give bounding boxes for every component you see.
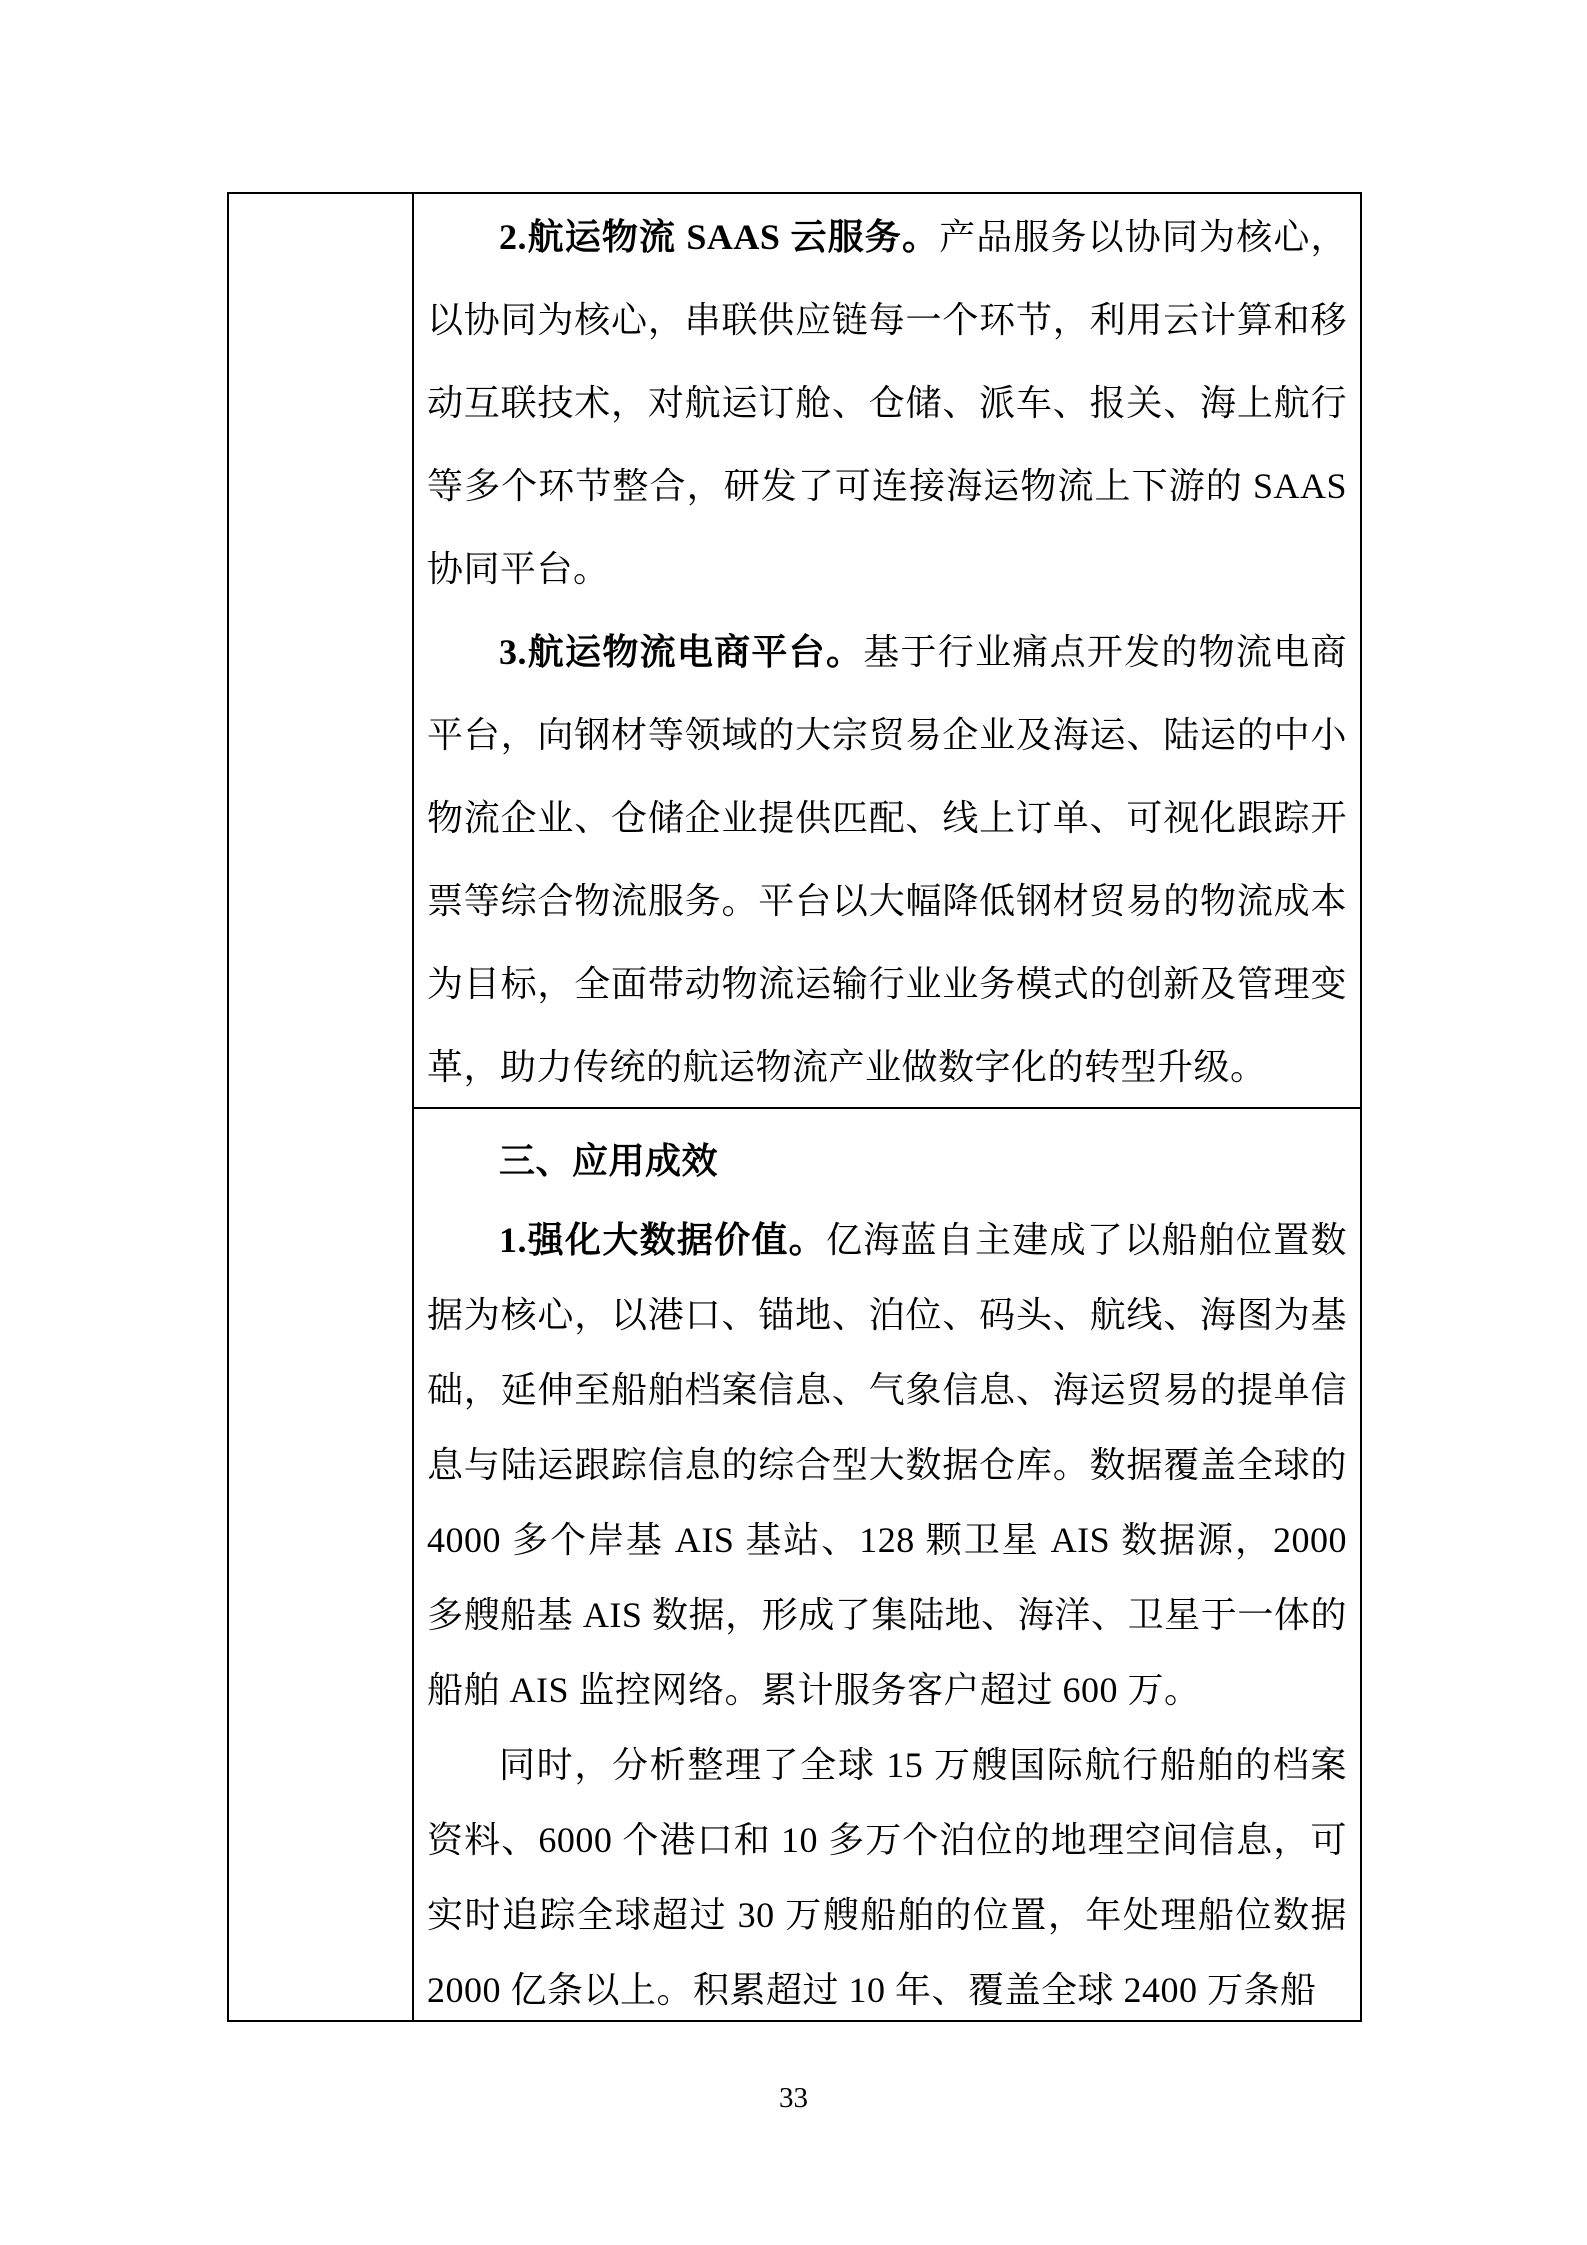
paragraph-body-text: 基于行业痛点开发的物流电商平台，向钢材等领域的大宗贸易企业及海运、陆运的中小物流企业、仓储企业提供匹配、线上订单、可视化跟踪开票等综合物流服务。平台以大幅降低钢材贸易的物流成本为目标，全面带动物流运输行业业务模式的创新及管理变革，助力传统的航运物流产业做数字化的转型升级。 — [427, 632, 1347, 1087]
paragraph-bold-lead: 1.强化大数据价值。 — [499, 1220, 826, 1260]
paragraph-bold-lead: 2.航运物流 SAAS 云服务。 — [499, 217, 940, 257]
table-cell-solutions — [414, 194, 1360, 1109]
paragraph-saas-cloud-service — [427, 196, 1347, 611]
paragraph-ship-tracking-stats — [427, 1728, 1347, 2020]
paragraph-bold-lead: 3.航运物流电商平台。 — [499, 632, 864, 672]
section-heading: 三、应用成效 — [499, 1141, 719, 1181]
paragraph-big-data-value — [427, 1203, 1347, 1728]
table-left-cell-empty — [229, 194, 414, 2020]
page-number: 33 — [779, 2082, 808, 2114]
paragraph-body-text: 产品服务以协同为核心，以协同为核心，串联供应链每一个环节，利用云计算和移动互联技术，对航运订舱、仓储、派车、报关、海上航行等多个环节整合，研发了可连接海运物流上下游的 SAAS 协同平台。 — [427, 217, 1347, 589]
paragraph-body-text: 亿海蓝自主建成了以船舶位置数据为核心，以港口、锚地、泊位、码头、航线、海图为基础，延伸至船舶档案信息、气象信息、海运贸易的提单信息与陆运跟踪信息的综合型大数据仓库。数据覆盖全球的 4000 多个岸基 AIS 基站、128 颗卫星 AIS 数据源，2000 多艘船基 AIS 数据，形成了集陆地、海洋、卫星于一体的船舶 AIS 监控网络。累计服务客户超过 600 万。 — [427, 1220, 1347, 1710]
document-table — [227, 192, 1362, 2022]
table-cell-application-results — [414, 1109, 1360, 2020]
paragraph-ecommerce-platform — [427, 611, 1347, 1109]
paragraph-body-text: 同时，分析整理了全球 15 万艘国际航行船舶的档案资料、6000 个港口和 10 多万个泊位的地理空间信息，可实时追踪全球超过 30 万艘船舶的位置，年处理船位数据 2000 亿条以上。积累超过 10 年、覆盖全球 2400 万条船 — [427, 1745, 1347, 2010]
